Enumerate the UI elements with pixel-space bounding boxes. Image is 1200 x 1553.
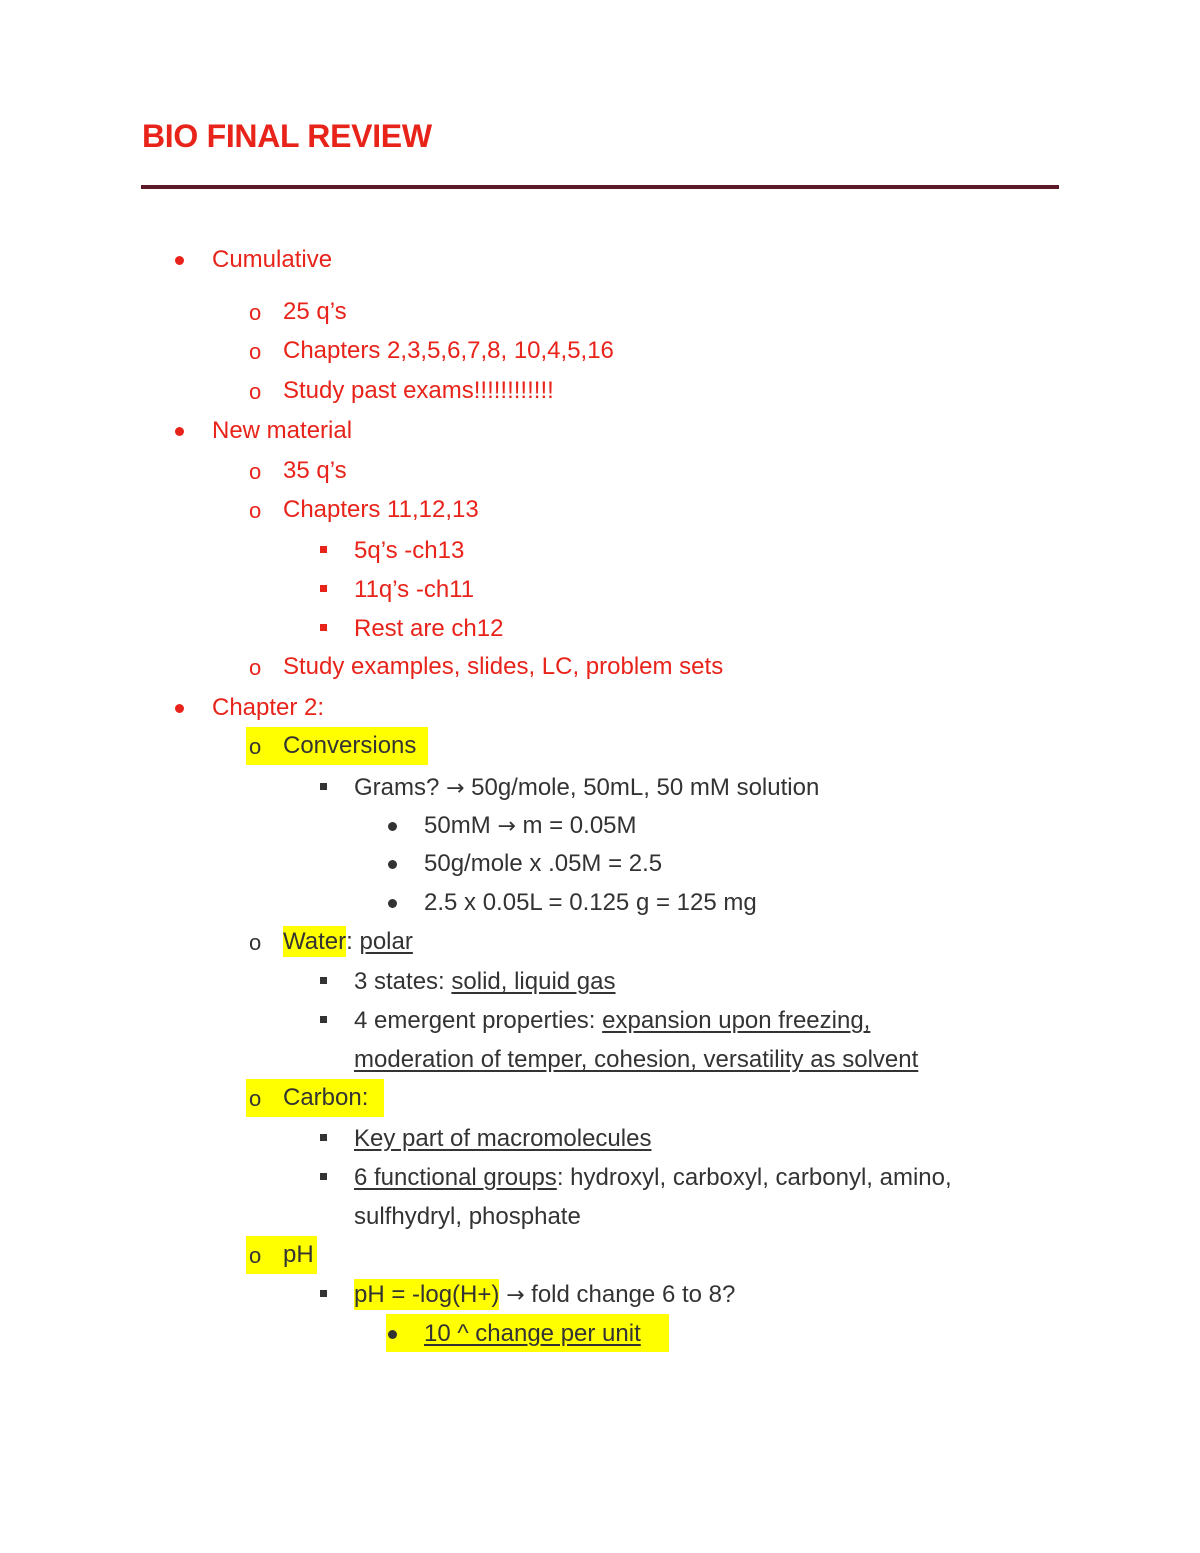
outline-item: 4 emergent properties: expansion upon freezing,: [354, 1007, 871, 1034]
outline-item: Study examples, slides, LC, problem sets: [283, 653, 724, 680]
bullet-dot-icon: [388, 822, 397, 831]
outline-item: 35 q’s: [283, 457, 347, 484]
bullet-circle-icon: o: [249, 930, 262, 955]
bullet-circle-icon: o: [249, 655, 262, 680]
outline-item-water: Water: polar: [283, 928, 413, 955]
outline-item-continued: moderation of temper, cohesion, versatility as solvent: [354, 1046, 919, 1073]
bullet-dot-icon: [175, 256, 184, 265]
outline-item-chapter-2: Chapter 2:: [212, 694, 325, 721]
outline-item: Grams? → 50g/mole, 50mL, 50 mM solution: [354, 774, 820, 801]
arrow-right-icon: →: [506, 1283, 525, 1308]
bullet-circle-icon: o: [249, 1086, 262, 1111]
bullet-circle-icon: o: [249, 379, 262, 404]
bullet-square-icon: [320, 585, 327, 592]
outline-item: 2.5 x 0.05L = 0.125 g = 125 mg: [424, 889, 757, 916]
outline-item-ph: pH: [283, 1241, 314, 1268]
outline-item: 50mM → m = 0.05M: [424, 812, 637, 839]
bullet-circle-icon: o: [249, 498, 262, 523]
bullet-dot-icon: [388, 899, 397, 908]
bullet-circle-icon: o: [249, 300, 262, 325]
outline-item-carbon: Carbon:: [283, 1084, 369, 1111]
arrow-right-icon: →: [446, 776, 465, 801]
bullet-circle-icon: o: [249, 1243, 262, 1268]
outline-item: 5q’s -ch13: [354, 537, 465, 564]
bullet-square-icon: [320, 1173, 327, 1180]
outline-item: 6 functional groups: hydroxyl, carboxyl, carbonyl, amino,: [354, 1164, 952, 1191]
bullet-square-icon: [320, 1290, 327, 1297]
outline-item: 11q’s -ch11: [354, 576, 475, 603]
title-divider: [141, 185, 1059, 189]
outline-item: Chapters 11,12,13: [283, 496, 479, 523]
bullet-circle-icon: o: [249, 734, 262, 759]
outline-item-cumulative: Cumulative: [212, 246, 333, 273]
outline-item: Chapters 2,3,5,6,7,8, 10,4,5,16: [283, 337, 614, 364]
bullet-square-icon: [320, 624, 327, 631]
page-title: BIO FINAL REVIEW: [142, 118, 432, 154]
outline-item: Key part of macromolecules: [354, 1125, 652, 1152]
outline-item-continued: sulfhydryl, phosphate: [354, 1203, 581, 1230]
bullet-dot-icon: [175, 704, 184, 713]
bullet-square-icon: [320, 1016, 327, 1023]
bullet-circle-icon: o: [249, 459, 262, 484]
outline-item-conversions: Conversions: [283, 732, 417, 759]
outline-item: 10 ^ change per unit: [424, 1320, 641, 1347]
outline-item: 3 states: solid, liquid gas: [354, 968, 616, 995]
bullet-circle-icon: o: [249, 339, 262, 364]
outline-item: Rest are ch12: [354, 615, 504, 642]
bullet-square-icon: [320, 783, 327, 790]
bullet-dot-icon: [175, 427, 184, 436]
bullet-dot-icon: [388, 1330, 397, 1339]
bullet-square-icon: [320, 546, 327, 553]
bullet-square-icon: [320, 977, 327, 984]
bullet-dot-icon: [388, 860, 397, 869]
outline-item: 25 q’s: [283, 298, 347, 325]
outline-item: 50g/mole x .05M = 2.5: [424, 850, 663, 877]
outline-item: pH = -log(H+) → fold change 6 to 8?: [354, 1281, 736, 1308]
arrow-right-icon: →: [497, 814, 516, 839]
outline-item: Study past exams!!!!!!!!!!!!: [283, 377, 554, 404]
outline-item-new-material: New material: [212, 417, 353, 444]
bullet-square-icon: [320, 1134, 327, 1141]
